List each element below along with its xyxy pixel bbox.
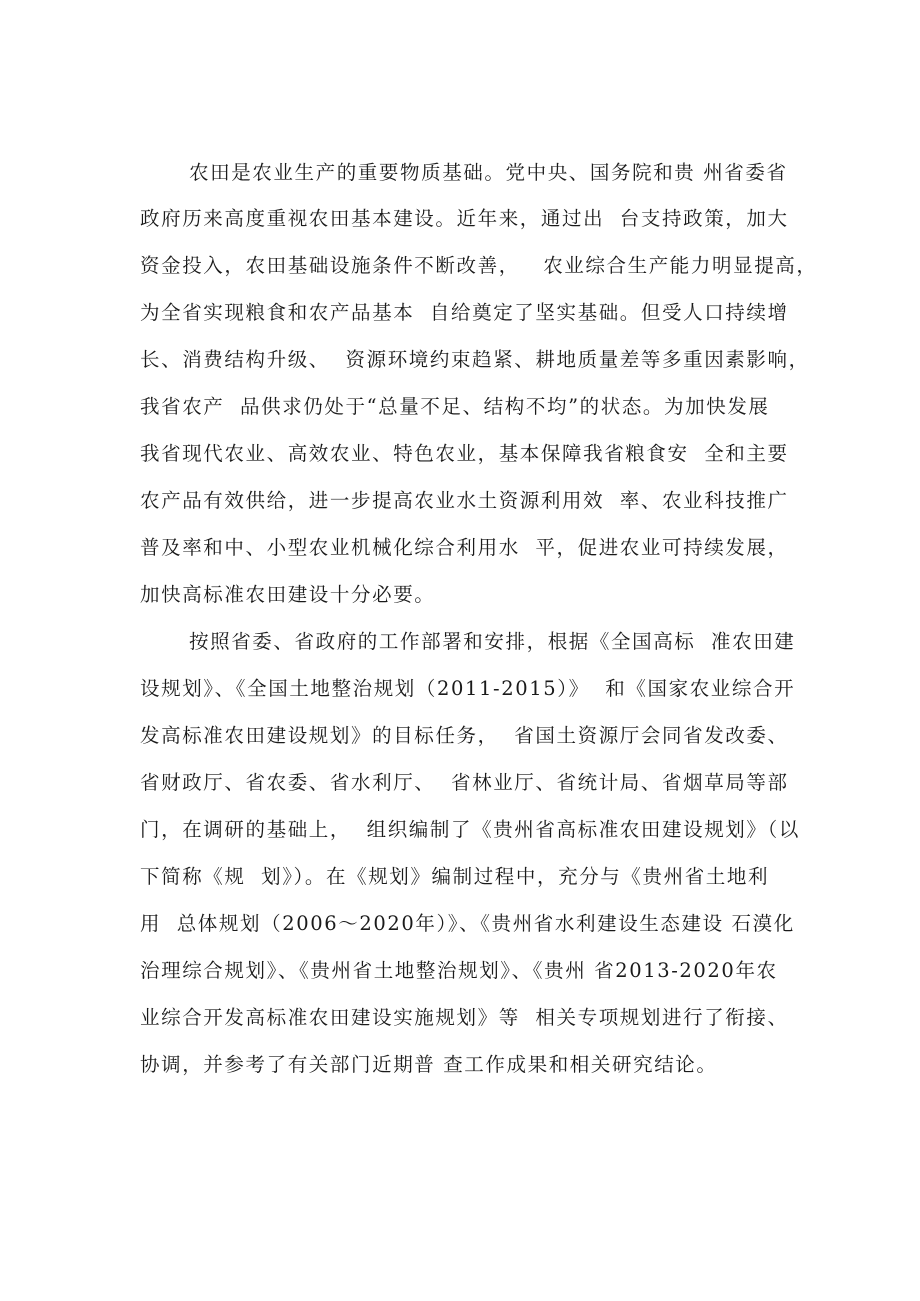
paragraph-1-line-4: 为全省实现粮食和农产品基本 自给奠定了坚实基础。但受人口持续增: [140, 301, 789, 324]
paragraph-2-line-1: 按照省委、省政府的工作部署和安排，根据《全国高标 准农田建: [189, 630, 796, 653]
paragraph-1-line-10: 加快高标准农田建设十分必要。: [140, 583, 436, 606]
paragraph-1-line-2: 政府历来高度重视农田基本建设。近年来，通过出 台支持政策，加大: [140, 207, 789, 230]
paragraph-2-line-7: 用 总体规划（2006～2020年）》、《贵州省水利建设生态建设 石漠化: [140, 912, 795, 935]
paragraph-1-line-9: 普及率和中、小型农业机械化综合利用水 平，促进农业可持续发展，: [140, 536, 789, 559]
paragraph-2-line-3: 发高标准农田建设规划》的目标任务， 省国土资源厅会同省发改委、: [140, 724, 789, 747]
paragraph-1-line-1: 农田是农业生产的重要物质基础。党中央、国务院和贵 州省委省: [189, 161, 788, 184]
paragraph-1-line-8: 农产品有效供给，进一步提高农业水土资源利用效 率、农业科技推广: [140, 489, 789, 512]
paragraph-2-line-2: 设规划》、《全国土地整治规划（2011-2015）》 和《国家农业综合开: [140, 677, 796, 700]
paragraph-2-line-10: 协调，并参考了有关部门近期普 查工作成果和相关研究结论。: [140, 1053, 718, 1076]
paragraph-1-line-3: 资金投入，农田基础设施条件不断改善， 农业综合生产能力明显提高，: [140, 254, 818, 277]
paragraph-1-line-7: 我省现代农业、高效农业、特色农业，基本保障我省粮食安 全和主要: [140, 442, 789, 465]
paragraph-2-line-6: 下简称《规 划》）。在《规划》编制过程中，充分与《贵州省土地利: [140, 865, 770, 888]
paragraph-2-line-9: 业综合开发高标准农田建设实施规划》等 相关专项规划进行了衔接、: [140, 1006, 789, 1029]
paragraph-1-line-5: 长、消费结构升级、 资源环境约束趋紧、耕地质量差等多重因素影响，: [140, 348, 810, 371]
paragraph-1-line-6: 我省农产 品供求仍处于“总量不足、结构不均”的状态。为加快发展: [140, 395, 770, 418]
paragraph-2-line-8: 治理综合规划》、《贵州省土地整治规划》、《贵州 省2013-2020年农: [140, 959, 778, 982]
paragraph-2-line-5: 门，在调研的基础上， 组织编制了《贵州省高标准农田建设规划》（以: [140, 818, 800, 841]
paragraph-2-line-4: 省财政厅、省农委、省水利厅、 省林业厅、省统计局、省烟草局等部: [140, 771, 789, 794]
